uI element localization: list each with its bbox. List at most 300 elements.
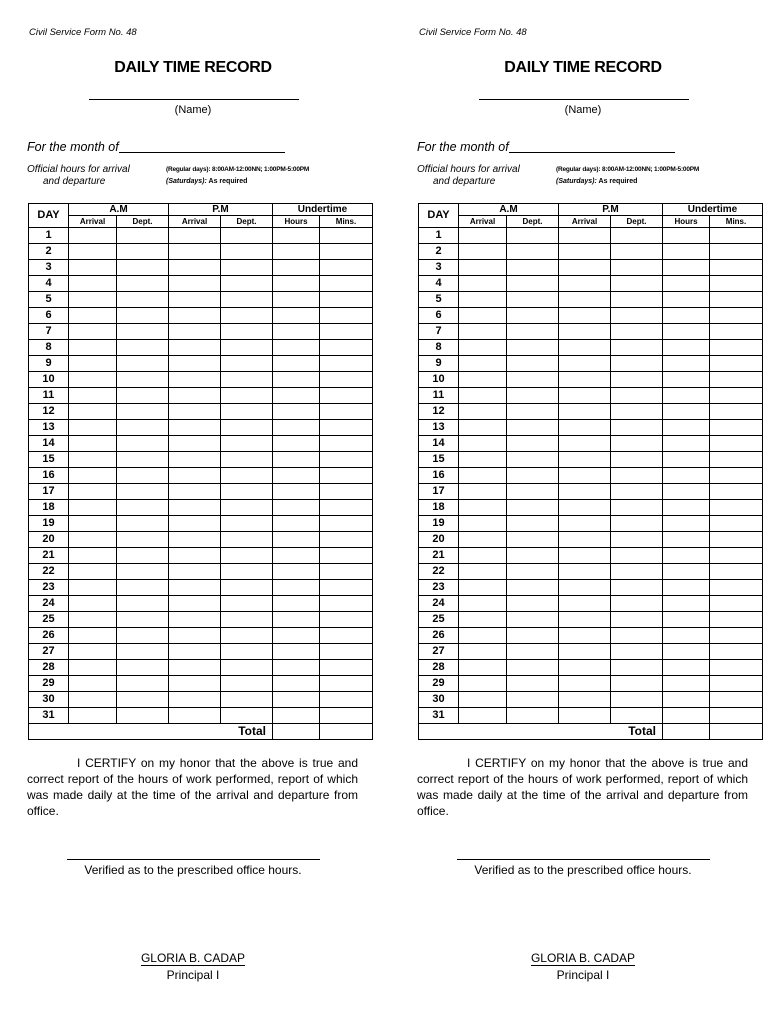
undertime-hours-cell[interactable] bbox=[273, 372, 320, 388]
undertime-mins-cell[interactable] bbox=[320, 532, 373, 548]
am-arrival-cell[interactable] bbox=[459, 308, 507, 324]
undertime-mins-cell[interactable] bbox=[320, 548, 373, 564]
undertime-mins-cell[interactable] bbox=[710, 340, 763, 356]
am-dept-cell[interactable] bbox=[507, 308, 559, 324]
pm-dept-cell[interactable] bbox=[221, 260, 273, 276]
pm-arrival-cell[interactable] bbox=[559, 612, 611, 628]
pm-dept-cell[interactable] bbox=[611, 388, 663, 404]
am-arrival-cell[interactable] bbox=[459, 228, 507, 244]
undertime-hours-cell[interactable] bbox=[273, 484, 320, 500]
am-dept-cell[interactable] bbox=[117, 612, 169, 628]
undertime-hours-cell[interactable] bbox=[663, 676, 710, 692]
pm-arrival-cell[interactable] bbox=[559, 276, 611, 292]
pm-dept-cell[interactable] bbox=[611, 452, 663, 468]
undertime-mins-cell[interactable] bbox=[710, 596, 763, 612]
pm-dept-cell[interactable] bbox=[221, 356, 273, 372]
am-dept-cell[interactable] bbox=[507, 244, 559, 260]
pm-arrival-cell[interactable] bbox=[559, 356, 611, 372]
undertime-mins-cell[interactable] bbox=[710, 372, 763, 388]
undertime-hours-cell[interactable] bbox=[663, 548, 710, 564]
pm-dept-cell[interactable] bbox=[221, 388, 273, 404]
pm-dept-cell[interactable] bbox=[611, 420, 663, 436]
undertime-hours-cell[interactable] bbox=[663, 340, 710, 356]
pm-arrival-cell[interactable] bbox=[169, 324, 221, 340]
am-dept-cell[interactable] bbox=[507, 532, 559, 548]
pm-arrival-cell[interactable] bbox=[559, 436, 611, 452]
undertime-hours-cell[interactable] bbox=[273, 676, 320, 692]
pm-dept-cell[interactable] bbox=[221, 548, 273, 564]
undertime-mins-cell[interactable] bbox=[320, 324, 373, 340]
am-dept-cell[interactable] bbox=[117, 324, 169, 340]
am-dept-cell[interactable] bbox=[507, 292, 559, 308]
pm-arrival-cell[interactable] bbox=[169, 612, 221, 628]
undertime-mins-cell[interactable] bbox=[320, 564, 373, 580]
undertime-mins-cell[interactable] bbox=[710, 500, 763, 516]
am-arrival-cell[interactable] bbox=[459, 644, 507, 660]
undertime-hours-cell[interactable] bbox=[663, 372, 710, 388]
pm-dept-cell[interactable] bbox=[221, 596, 273, 612]
undertime-mins-cell[interactable] bbox=[320, 356, 373, 372]
undertime-mins-cell[interactable] bbox=[320, 500, 373, 516]
pm-arrival-cell[interactable] bbox=[559, 660, 611, 676]
pm-dept-cell[interactable] bbox=[611, 628, 663, 644]
pm-dept-cell[interactable] bbox=[221, 628, 273, 644]
undertime-mins-cell[interactable] bbox=[710, 404, 763, 420]
am-arrival-cell[interactable] bbox=[459, 548, 507, 564]
pm-dept-cell[interactable] bbox=[221, 228, 273, 244]
undertime-hours-cell[interactable] bbox=[273, 276, 320, 292]
pm-arrival-cell[interactable] bbox=[559, 692, 611, 708]
undertime-mins-cell[interactable] bbox=[710, 260, 763, 276]
am-arrival-cell[interactable] bbox=[69, 436, 117, 452]
pm-dept-cell[interactable] bbox=[611, 500, 663, 516]
am-dept-cell[interactable] bbox=[117, 276, 169, 292]
pm-arrival-cell[interactable] bbox=[169, 436, 221, 452]
pm-dept-cell[interactable] bbox=[221, 692, 273, 708]
pm-dept-cell[interactable] bbox=[221, 468, 273, 484]
pm-arrival-cell[interactable] bbox=[559, 260, 611, 276]
undertime-mins-cell[interactable] bbox=[710, 516, 763, 532]
am-dept-cell[interactable] bbox=[507, 228, 559, 244]
am-dept-cell[interactable] bbox=[507, 436, 559, 452]
am-dept-cell[interactable] bbox=[507, 564, 559, 580]
pm-dept-cell[interactable] bbox=[221, 324, 273, 340]
undertime-hours-cell[interactable] bbox=[273, 644, 320, 660]
am-arrival-cell[interactable] bbox=[459, 484, 507, 500]
undertime-hours-cell[interactable] bbox=[273, 324, 320, 340]
undertime-mins-cell[interactable] bbox=[710, 484, 763, 500]
pm-dept-cell[interactable] bbox=[221, 292, 273, 308]
pm-dept-cell[interactable] bbox=[611, 340, 663, 356]
pm-dept-cell[interactable] bbox=[611, 228, 663, 244]
am-arrival-cell[interactable] bbox=[69, 532, 117, 548]
undertime-mins-cell[interactable] bbox=[320, 228, 373, 244]
undertime-hours-cell[interactable] bbox=[273, 308, 320, 324]
undertime-hours-cell[interactable] bbox=[273, 500, 320, 516]
undertime-hours-cell[interactable] bbox=[273, 628, 320, 644]
am-arrival-cell[interactable] bbox=[69, 612, 117, 628]
undertime-mins-cell[interactable] bbox=[320, 436, 373, 452]
am-arrival-cell[interactable] bbox=[459, 692, 507, 708]
pm-dept-cell[interactable] bbox=[221, 484, 273, 500]
pm-arrival-cell[interactable] bbox=[169, 676, 221, 692]
undertime-hours-cell[interactable] bbox=[273, 596, 320, 612]
pm-arrival-cell[interactable] bbox=[169, 404, 221, 420]
am-arrival-cell[interactable] bbox=[69, 244, 117, 260]
pm-arrival-cell[interactable] bbox=[559, 484, 611, 500]
am-dept-cell[interactable] bbox=[507, 612, 559, 628]
am-dept-cell[interactable] bbox=[117, 644, 169, 660]
pm-dept-cell[interactable] bbox=[221, 532, 273, 548]
undertime-hours-cell[interactable] bbox=[663, 484, 710, 500]
am-arrival-cell[interactable] bbox=[459, 708, 507, 724]
pm-arrival-cell[interactable] bbox=[169, 532, 221, 548]
undertime-mins-cell[interactable] bbox=[320, 244, 373, 260]
pm-dept-cell[interactable] bbox=[611, 676, 663, 692]
am-arrival-cell[interactable] bbox=[459, 324, 507, 340]
am-dept-cell[interactable] bbox=[117, 452, 169, 468]
am-arrival-cell[interactable] bbox=[459, 404, 507, 420]
undertime-hours-cell[interactable] bbox=[273, 532, 320, 548]
pm-arrival-cell[interactable] bbox=[169, 484, 221, 500]
am-arrival-cell[interactable] bbox=[69, 660, 117, 676]
pm-dept-cell[interactable] bbox=[221, 276, 273, 292]
undertime-mins-cell[interactable] bbox=[710, 356, 763, 372]
pm-dept-cell[interactable] bbox=[221, 660, 273, 676]
pm-arrival-cell[interactable] bbox=[169, 468, 221, 484]
pm-arrival-cell[interactable] bbox=[559, 324, 611, 340]
am-arrival-cell[interactable] bbox=[459, 612, 507, 628]
undertime-hours-cell[interactable] bbox=[663, 404, 710, 420]
undertime-hours-cell[interactable] bbox=[273, 436, 320, 452]
undertime-mins-cell[interactable] bbox=[320, 676, 373, 692]
pm-dept-cell[interactable] bbox=[221, 644, 273, 660]
undertime-mins-cell[interactable] bbox=[320, 388, 373, 404]
undertime-hours-cell[interactable] bbox=[273, 564, 320, 580]
undertime-hours-cell[interactable] bbox=[273, 228, 320, 244]
total-mins-cell[interactable] bbox=[320, 724, 373, 740]
pm-dept-cell[interactable] bbox=[611, 692, 663, 708]
pm-dept-cell[interactable] bbox=[611, 292, 663, 308]
undertime-mins-cell[interactable] bbox=[320, 420, 373, 436]
undertime-mins-cell[interactable] bbox=[320, 292, 373, 308]
am-dept-cell[interactable] bbox=[117, 404, 169, 420]
pm-arrival-cell[interactable] bbox=[169, 628, 221, 644]
pm-dept-cell[interactable] bbox=[221, 676, 273, 692]
am-dept-cell[interactable] bbox=[507, 420, 559, 436]
undertime-hours-cell[interactable] bbox=[663, 388, 710, 404]
am-dept-cell[interactable] bbox=[507, 548, 559, 564]
pm-arrival-cell[interactable] bbox=[169, 708, 221, 724]
pm-arrival-cell[interactable] bbox=[559, 516, 611, 532]
total-hours-cell[interactable] bbox=[663, 724, 710, 740]
pm-dept-cell[interactable] bbox=[611, 516, 663, 532]
am-dept-cell[interactable] bbox=[117, 420, 169, 436]
pm-dept-cell[interactable] bbox=[221, 308, 273, 324]
pm-arrival-cell[interactable] bbox=[169, 420, 221, 436]
undertime-hours-cell[interactable] bbox=[663, 244, 710, 260]
undertime-mins-cell[interactable] bbox=[710, 564, 763, 580]
am-arrival-cell[interactable] bbox=[69, 452, 117, 468]
am-dept-cell[interactable] bbox=[507, 324, 559, 340]
pm-dept-cell[interactable] bbox=[611, 484, 663, 500]
undertime-mins-cell[interactable] bbox=[710, 548, 763, 564]
undertime-mins-cell[interactable] bbox=[710, 676, 763, 692]
am-dept-cell[interactable] bbox=[117, 484, 169, 500]
undertime-hours-cell[interactable] bbox=[663, 468, 710, 484]
am-dept-cell[interactable] bbox=[117, 596, 169, 612]
am-arrival-cell[interactable] bbox=[69, 356, 117, 372]
am-dept-cell[interactable] bbox=[117, 372, 169, 388]
am-arrival-cell[interactable] bbox=[69, 692, 117, 708]
undertime-hours-cell[interactable] bbox=[663, 500, 710, 516]
undertime-mins-cell[interactable] bbox=[710, 276, 763, 292]
pm-arrival-cell[interactable] bbox=[169, 244, 221, 260]
am-arrival-cell[interactable] bbox=[459, 244, 507, 260]
pm-dept-cell[interactable] bbox=[611, 468, 663, 484]
am-arrival-cell[interactable] bbox=[69, 484, 117, 500]
undertime-mins-cell[interactable] bbox=[320, 308, 373, 324]
undertime-hours-cell[interactable] bbox=[663, 452, 710, 468]
pm-dept-cell[interactable] bbox=[221, 404, 273, 420]
am-arrival-cell[interactable] bbox=[459, 628, 507, 644]
am-arrival-cell[interactable] bbox=[69, 628, 117, 644]
undertime-hours-cell[interactable] bbox=[663, 308, 710, 324]
pm-arrival-cell[interactable] bbox=[169, 564, 221, 580]
am-arrival-cell[interactable] bbox=[69, 676, 117, 692]
undertime-mins-cell[interactable] bbox=[710, 628, 763, 644]
am-arrival-cell[interactable] bbox=[69, 228, 117, 244]
undertime-mins-cell[interactable] bbox=[320, 628, 373, 644]
am-dept-cell[interactable] bbox=[507, 676, 559, 692]
pm-dept-cell[interactable] bbox=[611, 436, 663, 452]
am-dept-cell[interactable] bbox=[507, 500, 559, 516]
am-dept-cell[interactable] bbox=[117, 228, 169, 244]
undertime-hours-cell[interactable] bbox=[273, 292, 320, 308]
am-arrival-cell[interactable] bbox=[459, 452, 507, 468]
am-dept-cell[interactable] bbox=[117, 676, 169, 692]
pm-dept-cell[interactable] bbox=[221, 244, 273, 260]
undertime-hours-cell[interactable] bbox=[663, 644, 710, 660]
am-arrival-cell[interactable] bbox=[459, 388, 507, 404]
pm-dept-cell[interactable] bbox=[611, 644, 663, 660]
am-dept-cell[interactable] bbox=[117, 580, 169, 596]
undertime-mins-cell[interactable] bbox=[320, 372, 373, 388]
pm-arrival-cell[interactable] bbox=[559, 564, 611, 580]
undertime-mins-cell[interactable] bbox=[710, 388, 763, 404]
pm-dept-cell[interactable] bbox=[221, 436, 273, 452]
undertime-hours-cell[interactable] bbox=[663, 708, 710, 724]
undertime-hours-cell[interactable] bbox=[273, 404, 320, 420]
undertime-hours-cell[interactable] bbox=[663, 516, 710, 532]
undertime-hours-cell[interactable] bbox=[663, 292, 710, 308]
pm-dept-cell[interactable] bbox=[221, 500, 273, 516]
am-dept-cell[interactable] bbox=[507, 596, 559, 612]
undertime-mins-cell[interactable] bbox=[710, 228, 763, 244]
am-dept-cell[interactable] bbox=[507, 692, 559, 708]
undertime-mins-cell[interactable] bbox=[710, 612, 763, 628]
pm-arrival-cell[interactable] bbox=[169, 644, 221, 660]
am-dept-cell[interactable] bbox=[507, 644, 559, 660]
undertime-hours-cell[interactable] bbox=[663, 228, 710, 244]
undertime-mins-cell[interactable] bbox=[320, 644, 373, 660]
undertime-hours-cell[interactable] bbox=[273, 708, 320, 724]
am-arrival-cell[interactable] bbox=[459, 564, 507, 580]
undertime-hours-cell[interactable] bbox=[273, 420, 320, 436]
total-mins-cell[interactable] bbox=[710, 724, 763, 740]
pm-arrival-cell[interactable] bbox=[169, 548, 221, 564]
undertime-mins-cell[interactable] bbox=[710, 324, 763, 340]
undertime-hours-cell[interactable] bbox=[663, 276, 710, 292]
undertime-hours-cell[interactable] bbox=[663, 532, 710, 548]
am-arrival-cell[interactable] bbox=[69, 708, 117, 724]
am-dept-cell[interactable] bbox=[507, 708, 559, 724]
am-dept-cell[interactable] bbox=[117, 532, 169, 548]
am-arrival-cell[interactable] bbox=[459, 292, 507, 308]
pm-arrival-cell[interactable] bbox=[169, 692, 221, 708]
am-dept-cell[interactable] bbox=[507, 404, 559, 420]
am-dept-cell[interactable] bbox=[117, 516, 169, 532]
undertime-mins-cell[interactable] bbox=[320, 276, 373, 292]
am-arrival-cell[interactable] bbox=[69, 324, 117, 340]
pm-dept-cell[interactable] bbox=[611, 260, 663, 276]
am-arrival-cell[interactable] bbox=[459, 660, 507, 676]
undertime-mins-cell[interactable] bbox=[710, 244, 763, 260]
undertime-hours-cell[interactable] bbox=[273, 580, 320, 596]
am-dept-cell[interactable] bbox=[507, 468, 559, 484]
pm-arrival-cell[interactable] bbox=[169, 580, 221, 596]
am-arrival-cell[interactable] bbox=[459, 260, 507, 276]
undertime-mins-cell[interactable] bbox=[320, 596, 373, 612]
pm-dept-cell[interactable] bbox=[221, 340, 273, 356]
pm-arrival-cell[interactable] bbox=[559, 580, 611, 596]
pm-arrival-cell[interactable] bbox=[559, 372, 611, 388]
am-arrival-cell[interactable] bbox=[69, 420, 117, 436]
am-dept-cell[interactable] bbox=[117, 340, 169, 356]
pm-arrival-cell[interactable] bbox=[169, 660, 221, 676]
undertime-mins-cell[interactable] bbox=[710, 292, 763, 308]
pm-arrival-cell[interactable] bbox=[559, 308, 611, 324]
am-arrival-cell[interactable] bbox=[69, 580, 117, 596]
am-arrival-cell[interactable] bbox=[69, 644, 117, 660]
pm-arrival-cell[interactable] bbox=[559, 388, 611, 404]
am-dept-cell[interactable] bbox=[507, 388, 559, 404]
pm-arrival-cell[interactable] bbox=[169, 356, 221, 372]
am-arrival-cell[interactable] bbox=[459, 420, 507, 436]
pm-dept-cell[interactable] bbox=[611, 244, 663, 260]
pm-dept-cell[interactable] bbox=[221, 372, 273, 388]
pm-arrival-cell[interactable] bbox=[559, 340, 611, 356]
am-dept-cell[interactable] bbox=[507, 628, 559, 644]
pm-arrival-cell[interactable] bbox=[169, 516, 221, 532]
undertime-mins-cell[interactable] bbox=[320, 468, 373, 484]
pm-dept-cell[interactable] bbox=[611, 356, 663, 372]
undertime-hours-cell[interactable] bbox=[663, 692, 710, 708]
pm-arrival-cell[interactable] bbox=[169, 260, 221, 276]
undertime-hours-cell[interactable] bbox=[663, 596, 710, 612]
undertime-hours-cell[interactable] bbox=[273, 244, 320, 260]
am-dept-cell[interactable] bbox=[117, 564, 169, 580]
am-arrival-cell[interactable] bbox=[459, 580, 507, 596]
am-dept-cell[interactable] bbox=[507, 516, 559, 532]
undertime-mins-cell[interactable] bbox=[320, 404, 373, 420]
am-arrival-cell[interactable] bbox=[69, 260, 117, 276]
pm-dept-cell[interactable] bbox=[611, 324, 663, 340]
undertime-mins-cell[interactable] bbox=[710, 532, 763, 548]
am-arrival-cell[interactable] bbox=[459, 676, 507, 692]
am-dept-cell[interactable] bbox=[117, 692, 169, 708]
pm-arrival-cell[interactable] bbox=[559, 596, 611, 612]
undertime-hours-cell[interactable] bbox=[273, 468, 320, 484]
undertime-hours-cell[interactable] bbox=[663, 324, 710, 340]
pm-arrival-cell[interactable] bbox=[559, 532, 611, 548]
am-arrival-cell[interactable] bbox=[69, 340, 117, 356]
pm-arrival-cell[interactable] bbox=[559, 292, 611, 308]
pm-dept-cell[interactable] bbox=[611, 372, 663, 388]
am-arrival-cell[interactable] bbox=[459, 500, 507, 516]
undertime-hours-cell[interactable] bbox=[663, 436, 710, 452]
pm-dept-cell[interactable] bbox=[611, 596, 663, 612]
undertime-hours-cell[interactable] bbox=[663, 660, 710, 676]
undertime-mins-cell[interactable] bbox=[320, 580, 373, 596]
am-arrival-cell[interactable] bbox=[459, 356, 507, 372]
pm-arrival-cell[interactable] bbox=[559, 628, 611, 644]
am-dept-cell[interactable] bbox=[507, 452, 559, 468]
am-arrival-cell[interactable] bbox=[69, 292, 117, 308]
am-arrival-cell[interactable] bbox=[69, 388, 117, 404]
am-dept-cell[interactable] bbox=[117, 388, 169, 404]
pm-arrival-cell[interactable] bbox=[169, 500, 221, 516]
pm-dept-cell[interactable] bbox=[221, 516, 273, 532]
undertime-hours-cell[interactable] bbox=[663, 564, 710, 580]
pm-arrival-cell[interactable] bbox=[559, 228, 611, 244]
pm-arrival-cell[interactable] bbox=[559, 548, 611, 564]
undertime-mins-cell[interactable] bbox=[710, 708, 763, 724]
undertime-hours-cell[interactable] bbox=[663, 356, 710, 372]
pm-arrival-cell[interactable] bbox=[559, 244, 611, 260]
pm-arrival-cell[interactable] bbox=[559, 420, 611, 436]
am-dept-cell[interactable] bbox=[117, 308, 169, 324]
undertime-hours-cell[interactable] bbox=[663, 420, 710, 436]
am-dept-cell[interactable] bbox=[117, 548, 169, 564]
undertime-mins-cell[interactable] bbox=[710, 580, 763, 596]
pm-dept-cell[interactable] bbox=[611, 308, 663, 324]
pm-arrival-cell[interactable] bbox=[559, 676, 611, 692]
pm-arrival-cell[interactable] bbox=[169, 228, 221, 244]
am-arrival-cell[interactable] bbox=[69, 516, 117, 532]
am-arrival-cell[interactable] bbox=[69, 372, 117, 388]
am-dept-cell[interactable] bbox=[507, 276, 559, 292]
undertime-hours-cell[interactable] bbox=[273, 692, 320, 708]
am-arrival-cell[interactable] bbox=[69, 276, 117, 292]
undertime-mins-cell[interactable] bbox=[710, 644, 763, 660]
pm-dept-cell[interactable] bbox=[611, 564, 663, 580]
am-dept-cell[interactable] bbox=[507, 260, 559, 276]
undertime-mins-cell[interactable] bbox=[710, 436, 763, 452]
undertime-mins-cell[interactable] bbox=[320, 260, 373, 276]
am-arrival-cell[interactable] bbox=[459, 340, 507, 356]
undertime-hours-cell[interactable] bbox=[273, 612, 320, 628]
undertime-hours-cell[interactable] bbox=[663, 580, 710, 596]
pm-dept-cell[interactable] bbox=[611, 404, 663, 420]
pm-arrival-cell[interactable] bbox=[169, 308, 221, 324]
undertime-hours-cell[interactable] bbox=[663, 628, 710, 644]
undertime-mins-cell[interactable] bbox=[320, 612, 373, 628]
pm-dept-cell[interactable] bbox=[611, 708, 663, 724]
am-dept-cell[interactable] bbox=[117, 244, 169, 260]
am-arrival-cell[interactable] bbox=[459, 372, 507, 388]
am-arrival-cell[interactable] bbox=[69, 468, 117, 484]
